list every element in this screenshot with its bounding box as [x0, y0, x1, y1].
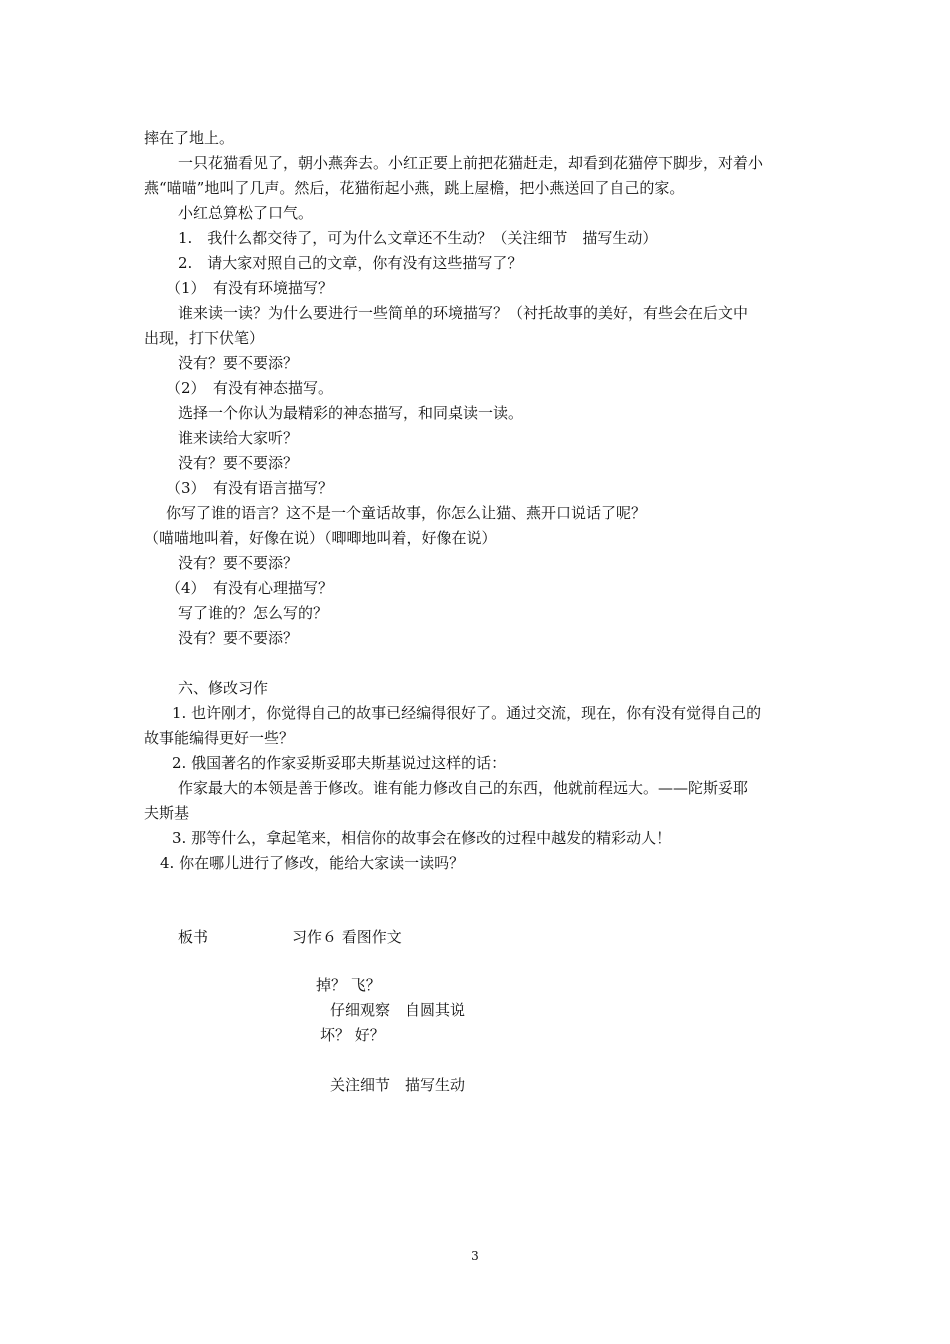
paragraph-line: 夫斯基	[144, 804, 190, 822]
paragraph-line: 写了谁的？怎么写的？	[178, 604, 329, 622]
paragraph-line: 没有？要不要添？	[178, 454, 299, 472]
paragraph-line: 没有？要不要添？	[178, 354, 299, 372]
page-number: 3	[471, 1249, 479, 1263]
board-row: 坏？ 好？	[320, 1026, 385, 1044]
paragraph-line: 1. 也许刚才，你觉得自己的故事已经编得很好了。通过交流，现在，你有没有觉得自己的	[172, 704, 762, 722]
paragraph-line: 出现，打下伏笔）	[144, 329, 265, 347]
paragraph-line: （1） 有没有环境描写？	[166, 279, 334, 297]
paragraph-line: 没有？要不要添？	[178, 629, 299, 647]
paragraph-line: 4. 你在哪儿进行了修改，能给大家读一读吗？	[160, 854, 465, 872]
paragraph-line: 谁来读给大家听？	[178, 429, 299, 447]
paragraph-line: 没有？要不要添？	[178, 554, 299, 572]
board-row: 仔细观察 自圆其说	[330, 1001, 466, 1019]
paragraph-line: 故事能编得更好一些？	[144, 729, 295, 747]
paragraph-line: （喵喵地叫着，好像在说）（唧唧地叫着，好像在说）	[144, 529, 497, 547]
board-row: 关注细节 描写生动	[330, 1076, 466, 1094]
paragraph-line: 3. 那等什么，拿起笔来，相信你的故事会在修改的过程中越发的精彩动人！	[172, 829, 672, 847]
board-title: 习作６ 看图作文	[292, 928, 402, 946]
paragraph-line: 2. 请大家对照自己的文章，你有没有这些描写了？	[178, 254, 523, 272]
paragraph-line: 摔在了地上。	[144, 129, 235, 147]
paragraph-line: 小红总算松了口气。	[178, 204, 314, 222]
paragraph-line: 燕“喵喵”地叫了几声。然后，花猫衔起小燕，跳上屋檐，把小燕送回了自己的家。	[144, 179, 685, 197]
board-label: 板书	[178, 928, 209, 946]
paragraph-line: 作家最大的本领是善于修改。谁有能力修改自己的东西，他就前程远大。——陀斯妥耶	[178, 779, 749, 797]
paragraph-line: 2. 俄国著名的作家妥斯妥耶夫斯基说过这样的话：	[172, 754, 507, 772]
board-row: 掉？ 飞？	[316, 976, 381, 994]
paragraph-line: （2） 有没有神态描写。	[166, 379, 334, 397]
paragraph-line: 你写了谁的语言？这不是一个童话故事，你怎么让猫、燕开口说话了呢？	[166, 504, 647, 522]
paragraph-line: （3） 有没有语言描写？	[166, 479, 334, 497]
paragraph-line: 选择一个你认为最精彩的神态描写，和同桌读一读。	[178, 404, 524, 422]
paragraph-line: 1. 我什么都交待了，可为什么文章还不生动？（关注细节 描写生动）	[178, 229, 658, 247]
paragraph-line: （4） 有没有心理描写？	[166, 579, 334, 597]
paragraph-line: 谁来读一读？为什么要进行一些简单的环境描写？（衬托故事的美好，有些会在后文中	[178, 304, 749, 322]
section-heading: 六、修改习作	[178, 679, 269, 697]
paragraph-line: 一只花猫看见了，朝小燕奔去。小红正要上前把花猫赶走，却看到花猫停下脚步，对着小	[178, 154, 764, 172]
